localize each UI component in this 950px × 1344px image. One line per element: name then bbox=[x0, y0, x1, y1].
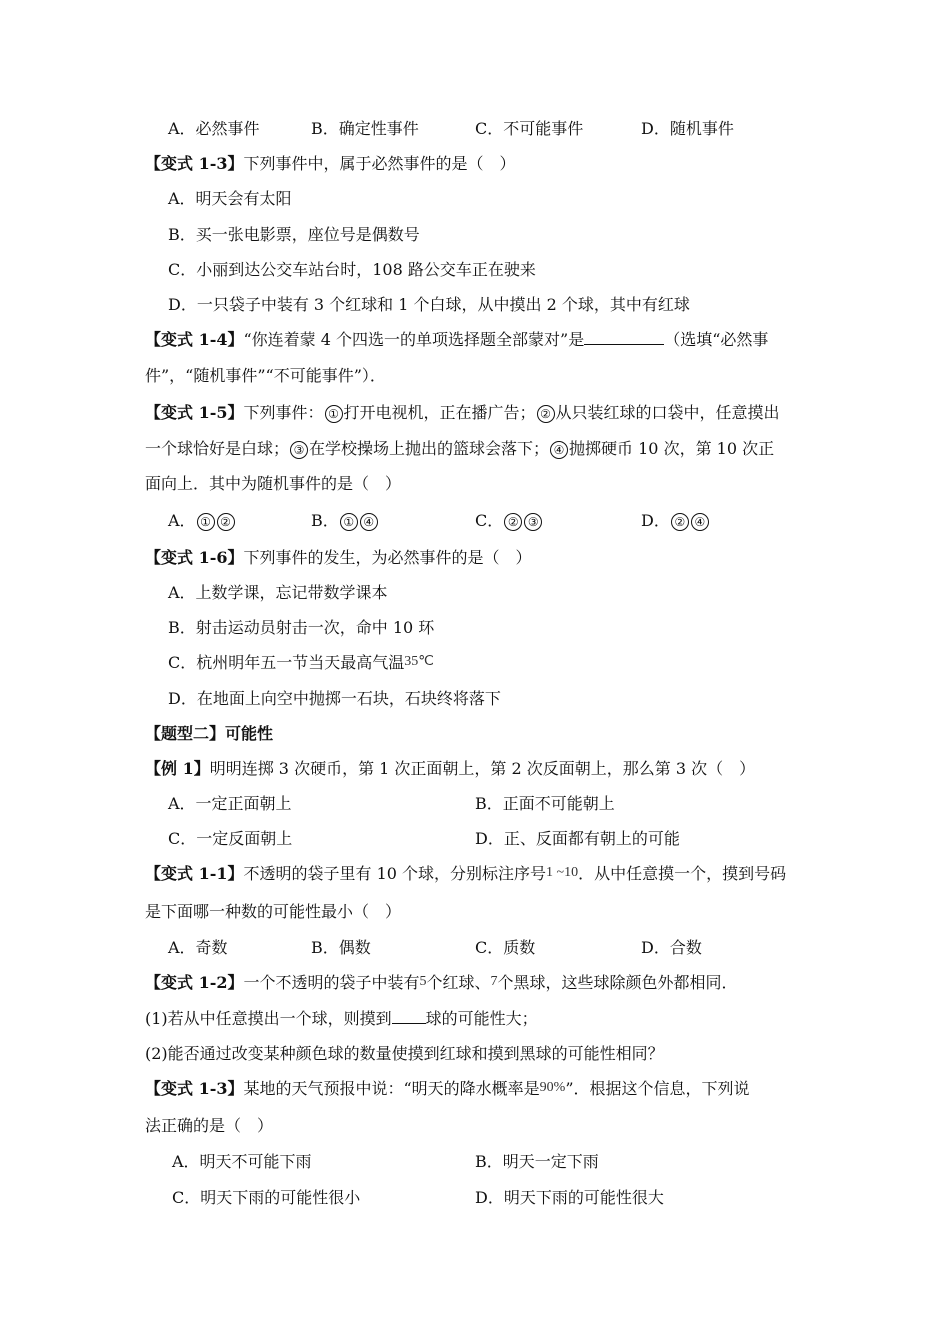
option-c: C．明天下雨的可能性很小 bbox=[172, 1188, 361, 1207]
question-variant-1-3 bbox=[145, 154, 516, 174]
option-b: B．偶数 bbox=[311, 938, 371, 957]
option-a: A．明天不可能下雨 bbox=[172, 1152, 312, 1171]
option-a: A．必然事件 bbox=[168, 119, 260, 138]
question-text-cont: 个红球、 bbox=[426, 973, 491, 992]
sub-question-1 bbox=[145, 1009, 538, 1029]
option-c: C．一定反面朝上 bbox=[168, 829, 293, 848]
circled-number-1: ① bbox=[197, 513, 215, 531]
question-variant-1-5 bbox=[145, 403, 780, 423]
option-letter: B． bbox=[311, 511, 339, 530]
sub-question-text-cont: 球的可能性大； bbox=[425, 1009, 538, 1028]
question-text: 明明连掷 3 次硬币，第 1 次正面朝上，第 2 次反面朝上，那么第 3 次（ ） bbox=[209, 759, 756, 778]
question-tag: 【例 1】 bbox=[145, 759, 210, 778]
option-a: A．明天会有太阳 bbox=[168, 189, 292, 208]
option-c: C．小丽到达公交车站台时，108 路公交车正在驶来 bbox=[168, 260, 536, 279]
black-count: 7 bbox=[490, 974, 498, 989]
option-c bbox=[475, 511, 543, 531]
option-letter: D． bbox=[641, 511, 670, 530]
question-text-line bbox=[145, 439, 774, 459]
question-variant-1-6 bbox=[145, 548, 532, 568]
question-text-cont: ．从中任意摸一个，摸到号码 bbox=[578, 864, 787, 883]
option-letter: C． bbox=[475, 511, 504, 530]
option-b bbox=[311, 511, 379, 531]
section-heading: 【题型二】可能性 bbox=[145, 724, 274, 743]
circled-number-1: ① bbox=[340, 513, 358, 531]
event-2-text-cont: 一个球恰好是白球； bbox=[145, 439, 290, 458]
question-text: 下列事件中，属于必然事件的是（ ） bbox=[243, 154, 516, 173]
sub-question-text: (1)若从中任意摸出一个球，则摸到 bbox=[145, 1009, 392, 1028]
option-b: B．明天一定下雨 bbox=[475, 1152, 599, 1171]
question-tag: 【变式 1-1】 bbox=[145, 864, 244, 883]
question-variant-1-3-b bbox=[145, 1079, 750, 1101]
question-tag: 【变式 1-3】 bbox=[145, 1079, 244, 1098]
question-variant-1-4 bbox=[145, 330, 768, 350]
option-d: D．随机事件 bbox=[641, 119, 734, 138]
option-d: D．在地面上向空中抛掷一石块，石块终将落下 bbox=[168, 689, 501, 708]
number-range: 1 ~10 bbox=[546, 865, 579, 880]
question-tag: 【变式 1-3】 bbox=[145, 154, 244, 173]
question-text: 不透明的袋子里有 10 个球，分别标注序号 bbox=[243, 864, 547, 883]
option-c: C．不可能事件 bbox=[475, 119, 584, 138]
sub-question-2: (2)能否通过改变某种颜色球的数量使摸到红球和摸到黑球的可能性相同？ bbox=[145, 1044, 664, 1063]
circled-number-4: ④ bbox=[550, 441, 568, 459]
question-text: 下列事件的发生，为必然事件的是（ ） bbox=[243, 548, 532, 567]
option-text: C．杭州明年五一节当天最高气温 bbox=[168, 653, 405, 672]
question-text-line: 法正确的是（ ） bbox=[145, 1116, 274, 1135]
option-b: B．确定性事件 bbox=[311, 119, 419, 138]
percentage-value: 90% bbox=[539, 1080, 566, 1095]
circled-number-4: ④ bbox=[691, 513, 709, 531]
option-a: A．上数学课，忘记带数学课本 bbox=[168, 583, 388, 602]
option-b: B．正面不可能朝上 bbox=[475, 794, 615, 813]
option-b: B．买一张电影票，座位号是偶数号 bbox=[168, 225, 420, 244]
question-text-cont: （选填“必然事 bbox=[664, 330, 769, 349]
option-d: D．合数 bbox=[641, 938, 702, 957]
circled-number-2: ② bbox=[537, 405, 555, 423]
red-count: 5 bbox=[419, 974, 427, 989]
circled-number-3: ③ bbox=[290, 441, 308, 459]
event-1-text: 打开电视机，正在播广告； bbox=[343, 403, 536, 422]
question-text-line: 面向上．其中为随机事件的是（ ） bbox=[145, 474, 402, 493]
option-a bbox=[168, 511, 236, 531]
question-text-cont: 个黑球，这些球除颜色外都相同． bbox=[497, 973, 738, 992]
question-text-cont: ”．根据这个信息，下列说 bbox=[565, 1079, 750, 1098]
temperature-value: 35℃ bbox=[404, 654, 434, 669]
option-b: B．射击运动员射击一次，命中 10 环 bbox=[168, 618, 435, 637]
circled-number-3: ③ bbox=[524, 513, 542, 531]
question-text: 一个不透明的袋子中装有 bbox=[243, 973, 420, 992]
option-d: D．一只袋子中装有 3 个红球和 1 个白球，从中摸出 2 个球，其中有红球 bbox=[168, 295, 690, 314]
option-letter: A． bbox=[168, 511, 196, 530]
option-d bbox=[641, 511, 710, 531]
circled-number-2: ② bbox=[671, 513, 689, 531]
question-variant-1-2 bbox=[145, 973, 738, 995]
event-3-text: 在学校操场上抛出的篮球会落下； bbox=[309, 439, 550, 458]
circled-number-2: ② bbox=[504, 513, 522, 531]
question-text-line: 是下面哪一种数的可能性最小（ ） bbox=[145, 902, 402, 921]
option-c: C．质数 bbox=[475, 938, 536, 957]
question-text: “你连着蒙 4 个四选一的单项选择题全部蒙对”是 bbox=[243, 330, 585, 349]
circled-number-4: ④ bbox=[360, 513, 378, 531]
question-example-1 bbox=[145, 759, 755, 779]
question-tag: 【变式 1-6】 bbox=[145, 548, 244, 567]
question-tag: 【变式 1-5】 bbox=[145, 403, 244, 422]
option-a: A．奇数 bbox=[168, 938, 228, 957]
answer-blank[interactable] bbox=[584, 330, 664, 345]
event-4-text: 抛掷硬币 10 次，第 10 次正 bbox=[569, 439, 775, 458]
option-a: A．一定正面朝上 bbox=[168, 794, 292, 813]
option-d: D．明天下雨的可能性很大 bbox=[475, 1188, 664, 1207]
circled-number-1: ① bbox=[325, 405, 343, 423]
question-tag: 【变式 1-4】 bbox=[145, 330, 244, 349]
question-text: 下列事件： bbox=[243, 403, 324, 422]
option-c bbox=[168, 653, 434, 675]
answer-blank[interactable] bbox=[392, 1009, 426, 1024]
circled-number-2: ② bbox=[217, 513, 235, 531]
question-text: 某地的天气预报中说：“明天的降水概率是 bbox=[243, 1079, 540, 1098]
question-variant-1-1 bbox=[145, 864, 786, 886]
event-2-text: 从只装红球的口袋中，任意摸出 bbox=[555, 403, 780, 422]
question-tag: 【变式 1-2】 bbox=[145, 973, 244, 992]
question-text-line: 件”，“随机事件”“不可能事件”）． bbox=[145, 366, 386, 385]
option-d: D．正、反面都有朝上的可能 bbox=[475, 829, 680, 848]
